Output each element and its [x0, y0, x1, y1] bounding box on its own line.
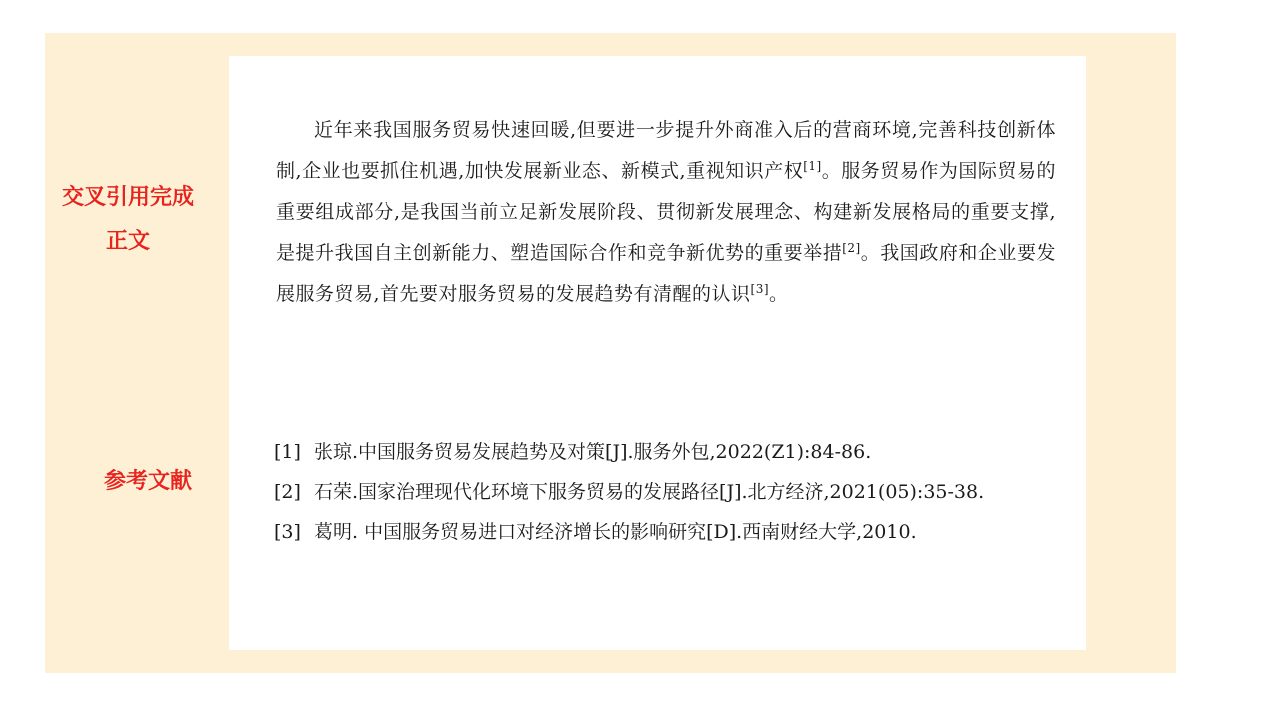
body-section-label: [48, 176, 208, 264]
reference-item: [274, 432, 1054, 472]
body-label-line1: 交叉引用完成: [61, 185, 194, 210]
document-page: [229, 56, 1086, 650]
paragraph-text-4: 。: [769, 283, 789, 305]
references-section-label: 参考文献: [103, 469, 192, 494]
body-label-line2: 正文: [105, 229, 150, 254]
reference-number: [3]: [274, 521, 301, 543]
reference-item: [274, 472, 1054, 512]
reference-number: [1]: [274, 441, 301, 463]
citation-2[interactable]: [2]: [842, 241, 861, 255]
reference-text: 张琼.中国服务贸易发展趋势及对策[J].服务外包,2022(Z1):84-86.: [314, 441, 872, 463]
reference-text: 石荣.国家治理现代化环境下服务贸易的发展路径[J].北方经济,2021(05):35-38.: [314, 481, 985, 503]
citation-1[interactable]: [1]: [803, 159, 822, 173]
body-paragraph: [276, 110, 1056, 315]
paragraph-text-3: 。我国政府和企业要发展服务贸易,首先要对服务贸易的发展趋势有清醒的认识: [276, 242, 1056, 305]
reference-item: [274, 512, 1054, 552]
citation-3[interactable]: [3]: [750, 282, 770, 296]
reference-list: [274, 432, 1054, 552]
reference-number: [2]: [274, 481, 301, 503]
reference-text: 葛明. 中国服务贸易进口对经济增长的影响研究[D].西南财经大学,2010.: [314, 521, 917, 543]
paragraph-text-1: 近年来我国服务贸易快速回暖,但要进一步提升外商准入后的营商环境,完善科技创新体制,企业也要抓住机遇,加快发展新业态、新模式,重视知识产权: [276, 119, 1056, 182]
paragraph-text-2: 。服务贸易作为国际贸易的重要组成部分,是我国当前立足新发展阶段、贯彻新发展理念、构建新发展格局的重要支撑,是提升我国自主创新能力、塑造国际合作和竞争新优势的重要举措: [276, 160, 1056, 264]
